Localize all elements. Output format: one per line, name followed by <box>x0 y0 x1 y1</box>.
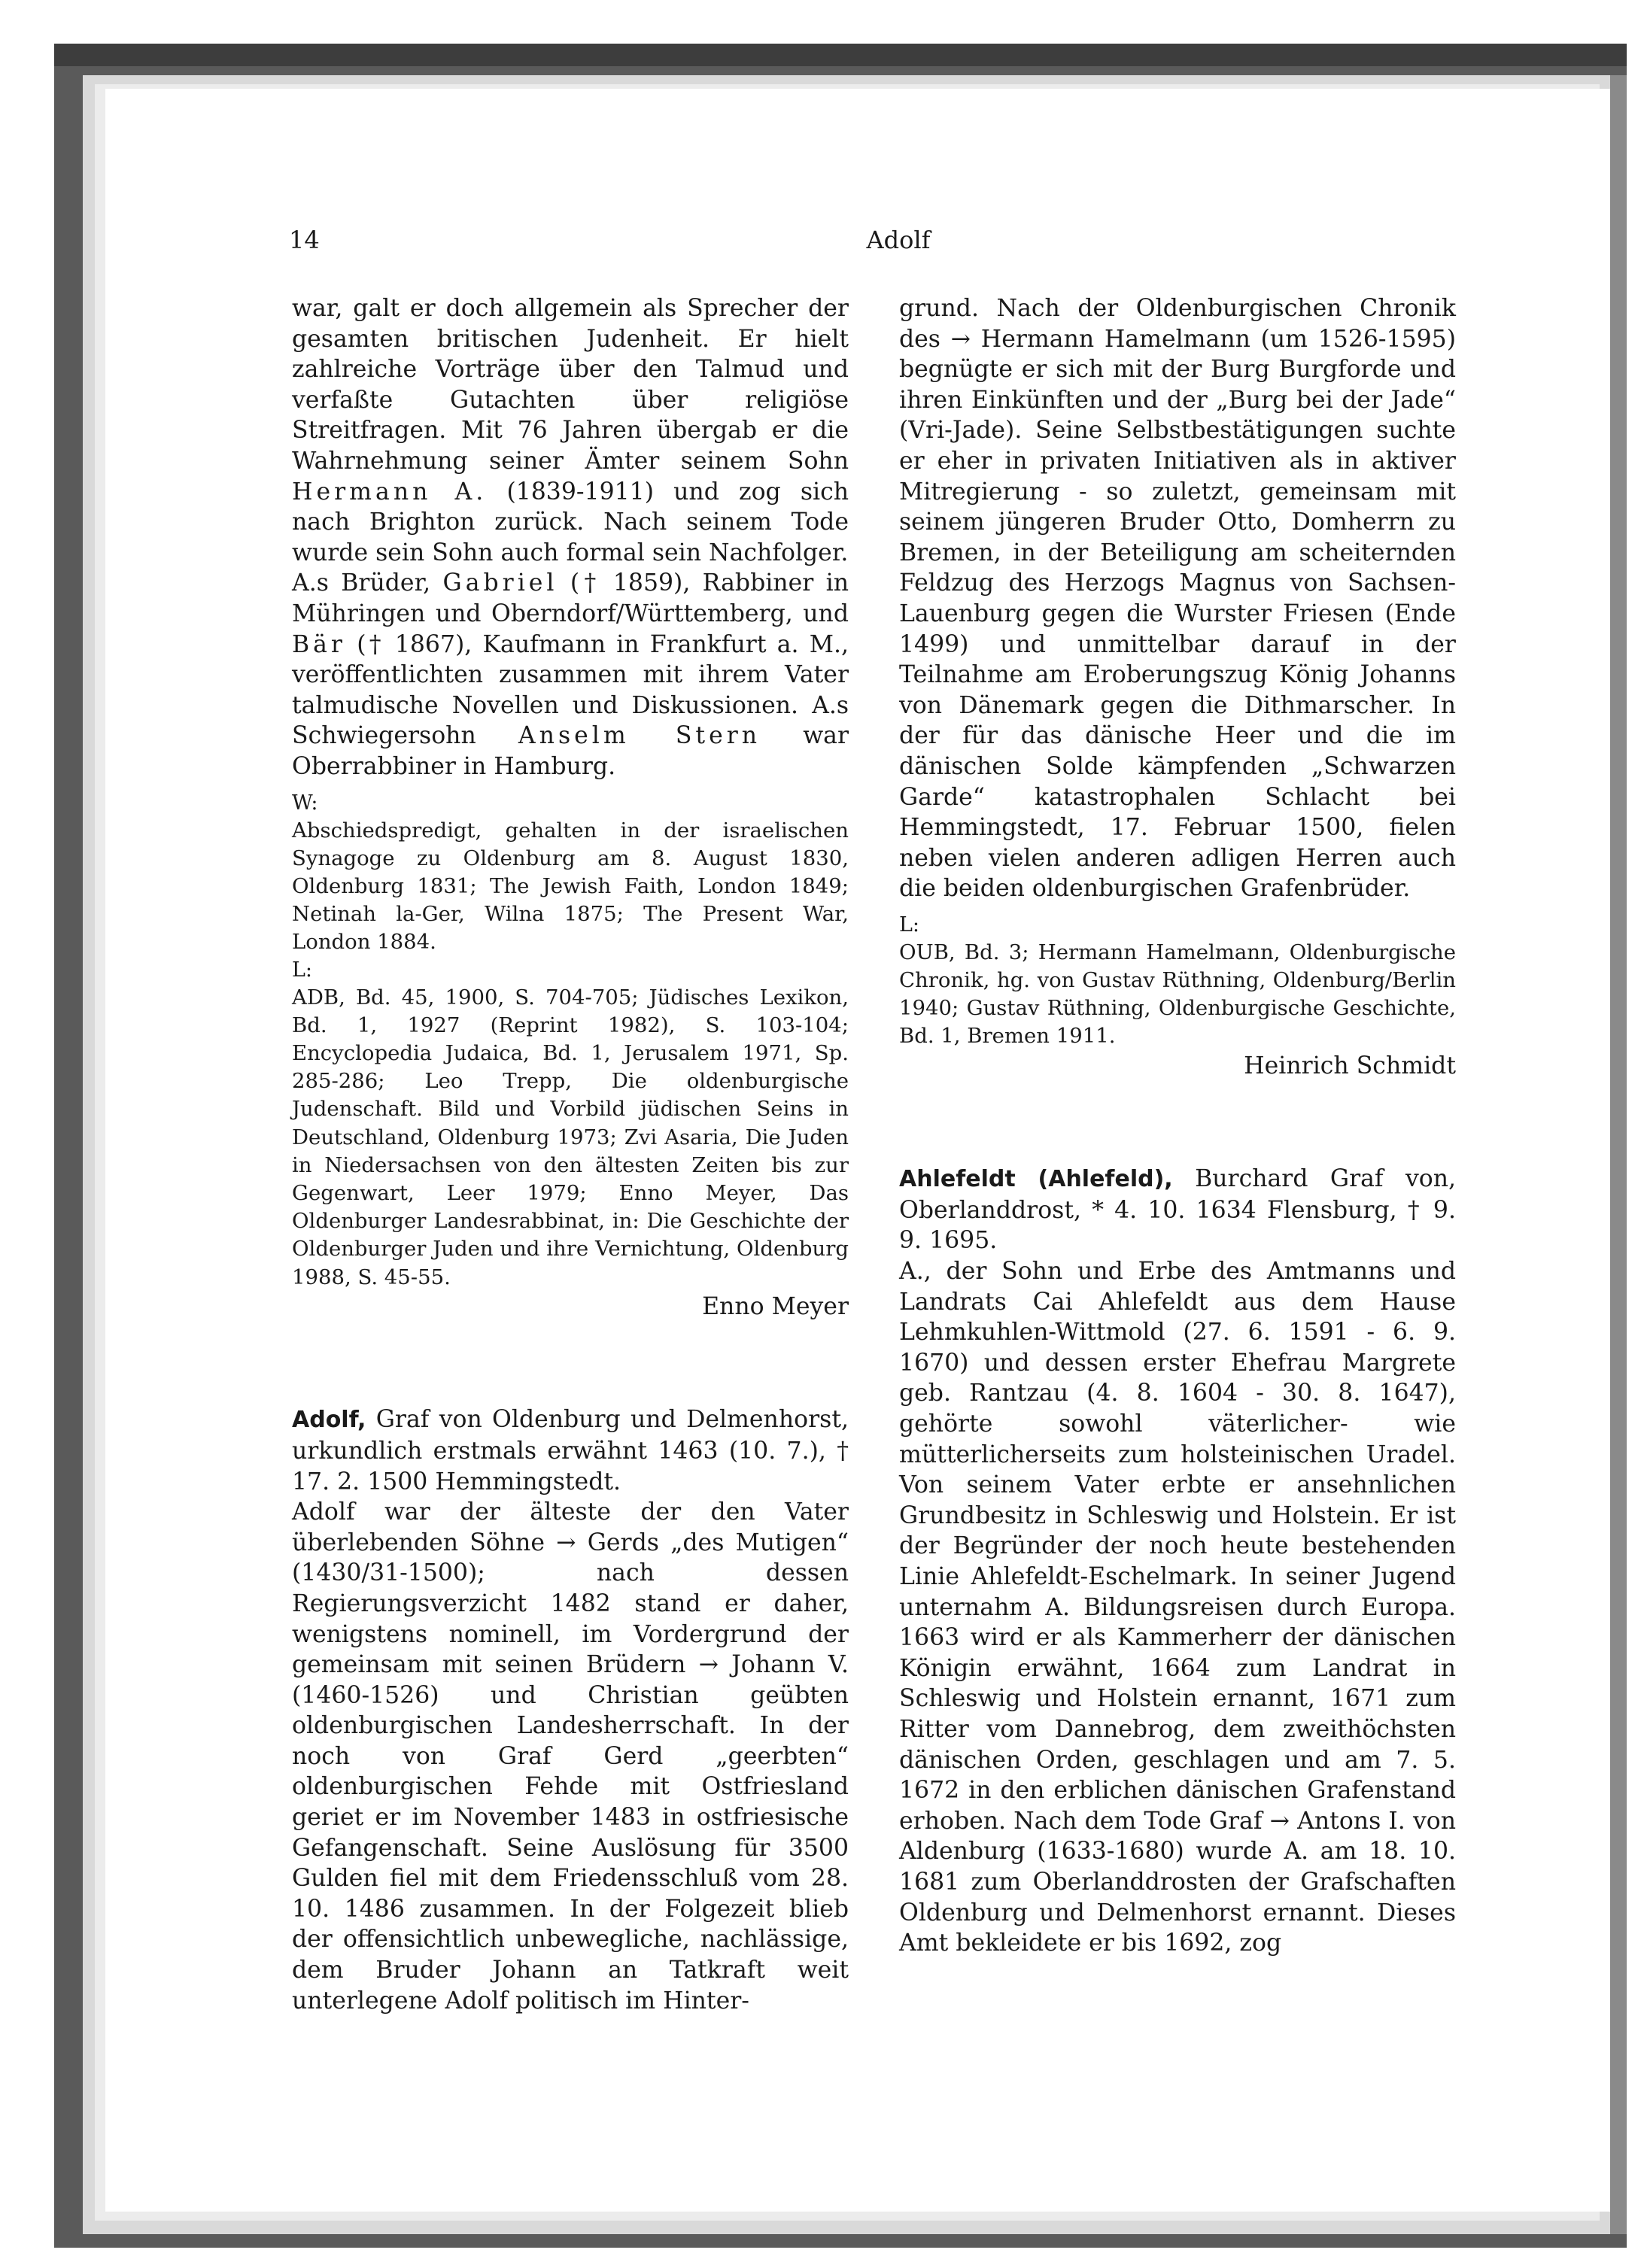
spacer <box>292 1322 849 1404</box>
entry-headword: Ahlefeldt (Ahlefeld), <box>899 1166 1173 1193</box>
works-list: Abschiedspredigt, gehalten in der israelischen Synagoge zu Oldenburg am 8. August 1830, Oldenburg 1831; The Jewish Faith, London 1849; Netinah la-Ger, Wilna 1875; The Present War, London 1884. <box>292 818 849 955</box>
page-number: 14 <box>289 226 320 254</box>
text-run: A.s Brüder, <box>292 569 431 597</box>
entry-author: Enno Meyer <box>702 1292 849 1320</box>
text-run: war Oberrabbiner in Hamburg. <box>292 722 849 780</box>
right-column <box>899 293 1456 1959</box>
person-name: Bär <box>292 630 346 658</box>
literature-list: ADB, Bd. 45, 1900, S. 704-705; Jüdisches Lexikon, Bd. 1, 1927 (Reprint 1982), S. 103-104; Encyclopedia Judaica, Bd. 1, Jerusalem 1971, Sp. 285-286; Leo Trepp, Die oldenburgische Judenschaft. Bild und Vorbild jüdischen Seins in Deutschland, Oldenburg 1973; Zvi Asaria, Die Juden in Niedersachsen von den ältesten Zeiten bis zur Gegenwart, Leer 1979; Enno Meyer, Das Oldenburger Landesrabbinat, in: Die Geschichte der Oldenburger Juden und ihre Vernichtung, Oldenburg 1988, S. 45-55. <box>292 985 849 1289</box>
entry-header <box>899 1164 1456 1256</box>
text-run: war, galt er doch allgemein als Sprecher der gesamten britischen Judenheit. Er hielt zahlreiche Vorträge über den Talmud und verfaßte Gutachten über religiöse Streitfragen. Mit 76 Jahren übergab er die Wahrnehmung seiner Ämter seinem Sohn <box>292 295 849 475</box>
page-edge <box>1610 75 1627 2234</box>
entry-body: Adolf war der älteste der den Vater überlebenden Söhne → Gerds „des Mutigen“ (1430/31-1500); nach dessen Regierungsverzicht 1482 stand er daher, wenigstens nominell, im Vordergrund der gemeinsam mit seinen Brüdern → Johann V. (1460-1526) und Christian geübten oldenburgischen Landesherrschaft. In der noch von Graf Gerd „geerbten“ oldenburgischen Fehde mit Ostfriesland geriet er im November 1483 in ostfriesische Gefangenschaft. Seine Auslösung für 3500 Gulden fiel mit dem Friedensschluß vom 28. 10. 1486 zusammen. In der Folgezeit blieb der offensichtlich unbewegliche, nachlässige, dem Bruder Johann an Tatkraft weit unterlegene Adolf politisch im Hinter- <box>292 1498 849 2014</box>
entry-headword: Adolf, <box>292 1407 366 1434</box>
entry-intro: Graf von Oldenburg und Delmenhorst, urkundlich erstmals erwähnt 1463 (10. 7.), † 17. 2. 1500 Hemmingstedt. <box>292 1406 849 1495</box>
person-name: Anselm Stern <box>518 722 761 750</box>
entry-author: Heinrich Schmidt <box>1244 1052 1456 1079</box>
literature-label: L: <box>292 958 313 982</box>
entry-header <box>292 1404 849 1497</box>
text-run: (1839-1911) und zog sich nach Brighton zurück. Nach seinem Tode wurde sein Sohn auch formal sein Nachfolger. <box>292 478 849 566</box>
literature-list: OUB, Bd. 3; Hermann Hamelmann, Oldenburgische Chronik, hg. von Gustav Rüthning, Oldenburg/Berlin 1940; Gustav Rüthning, Oldenburgische Geschichte, Bd. 1, Bremen 1911. <box>899 940 1456 1049</box>
entry-intro: Burchard Graf von, Oberlanddrost, * 4. 10. 1634 Flensburg, † 9. 9. 1695. <box>899 1165 1457 1255</box>
left-column <box>292 293 849 2016</box>
person-name: Gabriel <box>442 569 558 597</box>
spacer <box>292 782 849 790</box>
book-spine-edge <box>54 44 1627 66</box>
entry-paragraph <box>292 568 849 782</box>
spacer <box>899 904 1456 912</box>
text-run: († 1867), Kaufmann in Frankfurt a. M., veröffentlichten zusammen mit ihrem Vater talmudische Novellen und Diskussionen. A.s Schwiegersohn <box>292 630 849 750</box>
works-label: W: <box>292 791 318 815</box>
spacer <box>899 1081 1456 1164</box>
entry-paragraph <box>292 293 849 568</box>
entry-body: grund. Nach der Oldenburgischen Chronik des → Hermann Hamelmann (um 1526-1595) begnügte er sich mit der Burg Burgforde und ihren Einkünften und der „Burg bei der Jade“ (Vri-Jade). Seine Selbstbestätigungen suchte er eher in privaten Initiativen als in aktiver Mitregierung - so zuletzt, gemeinsam mit seinem jüngeren Bruder Otto, Domherrn zu Bremen, in der Beteiligung am scheiternden Feldzug des Herzogs Magnus von Sachsen-Lauenburg gegen die Wurster Friesen (Ende 1499) und unmittelbar darauf in der Teilnahme am Eroberungszug König Johanns von Dänemark gegen die Dithmarscher. In der für das dänische Heer und die im dänischen Solde kämpfenden „Schwarzen Garde“ katastrophalen Schlacht bei Hemmingstedt, 17. Februar 1500, fielen neben vielen anderen adligen Herren auch die beiden oldenburgischen Grafenbrüder. <box>899 295 1456 903</box>
person-name: Hermann A. <box>292 478 488 506</box>
literature-label: L: <box>899 912 920 937</box>
running-title: Adolf <box>866 226 931 254</box>
entry-body: A., der Sohn und Erbe des Amtmanns und Landrats Cai Ahlefeldt aus dem Hause Lehmkuhlen-Wittmold (27. 6. 1591 - 6. 9. 1670) und dessen erster Ehefrau Margrete geb. Rantzau (4. 8. 1604 - 30. 8. 1647), gehörte sowohl väterlicher- wie mütterlicherseits zum holsteinischen Uradel. Von seinem Vater erbte er ansehnlichen Grundbesitz in Schleswig und Holstein. Er ist der Begründer der noch heute bestehenden Linie Ahlefeldt-Eschelmark. In seiner Jugend unternahm A. Bildungsreisen durch Europa. 1663 wird er als Kammerherr der dänischen Königin erwähnt, 1664 zum Landrat in Schleswig und Holstein ernannt, 1671 zum Ritter vom Dannebrog, dem zweithöchsten dänischen Orden, geschlagen und am 7. 5. 1672 in den erblichen dänischen Grafenstand erhoben. Nach dem Tode Graf → Antons I. von Aldenburg (1633-1680) wurde A. am 18. 10. 1681 zum Oberlanddrosten der Grafschaften Oldenburg und Delmenhorst ernannt. Dieses Amt bekleidete er bis 1692, zog <box>899 1258 1456 1957</box>
text-run: († 1859), Rabbiner in Mühringen und Oberndorf/Württemberg, und <box>292 569 849 627</box>
running-head <box>289 226 1508 263</box>
